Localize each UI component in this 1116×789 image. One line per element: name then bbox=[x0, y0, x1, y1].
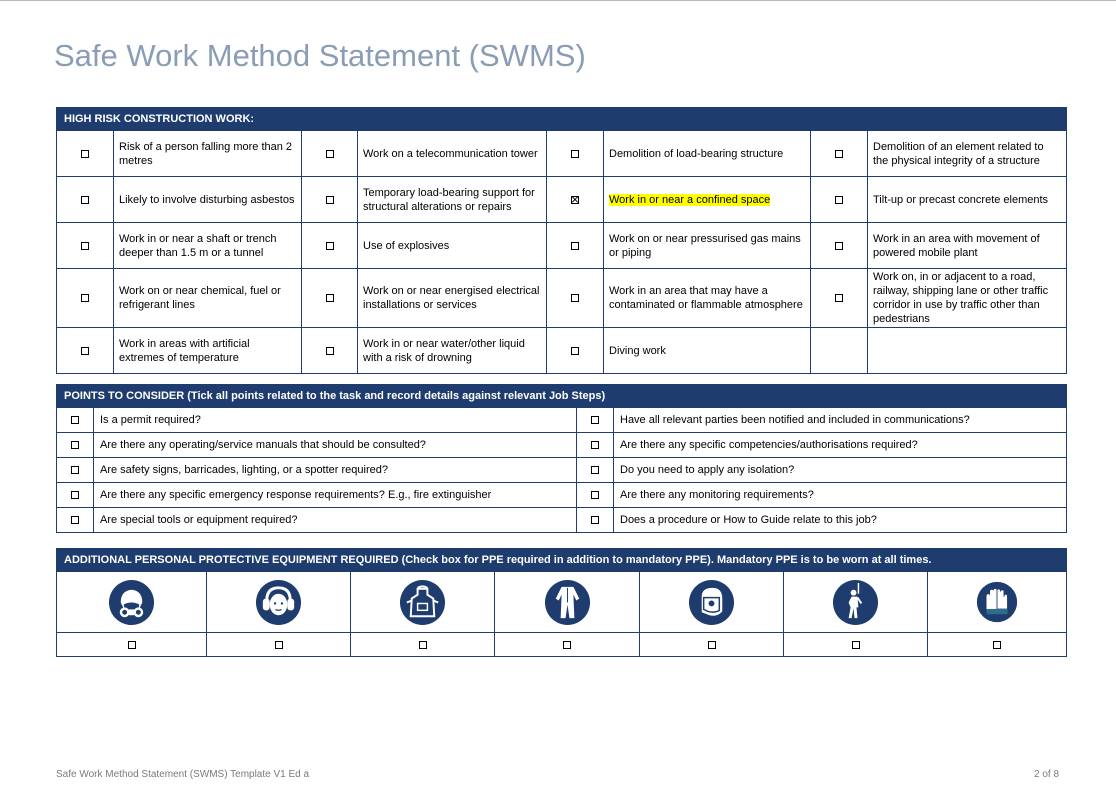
checkbox[interactable] bbox=[591, 466, 599, 474]
footer-page-number: 2 of 8 bbox=[1034, 769, 1060, 780]
high-risk-header: HIGH RISK CONSTRUCTION WORK: bbox=[57, 108, 1067, 131]
point-item: Are safety signs, barricades, lighting, or a spotter required? bbox=[94, 458, 577, 483]
empty-cell bbox=[868, 328, 1067, 374]
high-risk-item: Work on a telecommunication tower bbox=[358, 131, 547, 177]
checkbox[interactable] bbox=[81, 347, 89, 355]
checkbox[interactable] bbox=[81, 150, 89, 158]
high-risk-item: Likely to involve disturbing asbestos bbox=[114, 177, 302, 223]
point-item: Are there any specific emergency response requirements? E.g., fire extinguisher bbox=[94, 483, 577, 508]
high-risk-item: Use of explosives bbox=[358, 223, 547, 269]
checkbox[interactable] bbox=[591, 441, 599, 449]
checkbox[interactable] bbox=[71, 491, 79, 499]
checkbox[interactable] bbox=[835, 196, 843, 204]
checkbox[interactable] bbox=[852, 641, 860, 649]
checkbox[interactable] bbox=[81, 294, 89, 302]
points-header: POINTS TO CONSIDER (Tick all points related to the task and record details against relevant Job Steps) bbox=[57, 385, 1067, 408]
checkbox[interactable] bbox=[835, 242, 843, 250]
high-risk-work-table bbox=[56, 107, 1067, 374]
checkbox[interactable] bbox=[591, 416, 599, 424]
high-risk-item: Work in an area that may have a contaminated or flammable atmosphere bbox=[604, 269, 811, 328]
high-risk-item: Temporary load-bearing support for structural alterations or repairs bbox=[358, 177, 547, 223]
checkbox[interactable] bbox=[571, 150, 579, 158]
point-item: Are there any operating/service manuals that should be consulted? bbox=[94, 433, 577, 458]
checkbox[interactable] bbox=[835, 150, 843, 158]
checkbox[interactable] bbox=[275, 641, 283, 649]
checkbox[interactable] bbox=[326, 347, 334, 355]
ear-protection-icon bbox=[255, 579, 302, 626]
high-risk-item: Work in an area with movement of powered mobile plant bbox=[868, 223, 1067, 269]
checkbox[interactable] bbox=[563, 641, 571, 649]
high-risk-item: Demolition of an element related to the physical integrity of a structure bbox=[868, 131, 1067, 177]
points-to-consider-table bbox=[56, 384, 1067, 533]
safety-harness-icon bbox=[832, 579, 879, 626]
ppe-table bbox=[56, 548, 1067, 657]
point-item: Do you need to apply any isolation? bbox=[614, 458, 1067, 483]
checkbox[interactable] bbox=[571, 347, 579, 355]
high-risk-item: Work in areas with artificial extremes of temperature bbox=[114, 328, 302, 374]
checkbox[interactable] bbox=[71, 516, 79, 524]
checkbox[interactable] bbox=[71, 416, 79, 424]
high-risk-item: Work in or near a shaft or trench deeper than 1.5 m or a tunnel bbox=[114, 223, 302, 269]
point-item: Are there any monitoring requirements? bbox=[614, 483, 1067, 508]
high-risk-item: Work on or near energised electrical installations or services bbox=[358, 269, 547, 328]
gloves-icon bbox=[976, 581, 1018, 623]
checkbox[interactable] bbox=[81, 196, 89, 204]
checkbox[interactable] bbox=[571, 242, 579, 250]
checkbox[interactable] bbox=[571, 294, 579, 302]
point-item: Is a permit required? bbox=[94, 408, 577, 433]
checkbox[interactable] bbox=[591, 491, 599, 499]
checkbox[interactable] bbox=[326, 294, 334, 302]
point-item: Are special tools or equipment required? bbox=[94, 508, 577, 533]
apron-icon bbox=[399, 579, 446, 626]
page-top-border bbox=[0, 0, 1116, 1]
empty-cell bbox=[811, 328, 868, 374]
checkbox[interactable] bbox=[81, 242, 89, 250]
checkbox-checked[interactable] bbox=[571, 196, 579, 204]
protective-coverall-icon bbox=[544, 579, 591, 626]
respirator-icon bbox=[108, 579, 155, 626]
highlighted-text: Work in or near a confined space bbox=[609, 193, 771, 206]
checkbox[interactable] bbox=[708, 641, 716, 649]
high-risk-item bbox=[604, 177, 811, 223]
footer-document-name: Safe Work Method Statement (SWMS) Template V1 Ed a bbox=[56, 769, 310, 780]
page-title: Safe Work Method Statement (SWMS) bbox=[54, 38, 586, 73]
checkbox[interactable] bbox=[326, 150, 334, 158]
checkbox[interactable] bbox=[419, 641, 427, 649]
checkbox[interactable] bbox=[591, 516, 599, 524]
high-risk-item: Work on or near chemical, fuel or refrigerant lines bbox=[114, 269, 302, 328]
high-risk-item: Risk of a person falling more than 2 metres bbox=[114, 131, 302, 177]
high-risk-item: Diving work bbox=[604, 328, 811, 374]
checkbox[interactable] bbox=[326, 196, 334, 204]
high-risk-item: Work on, in or adjacent to a road, railway, shipping lane or other traffic corridor in use by traffic other than pedestrians bbox=[868, 269, 1067, 328]
high-risk-item: Work on or near pressurised gas mains or piping bbox=[604, 223, 811, 269]
checkbox[interactable] bbox=[71, 466, 79, 474]
face-shield-icon bbox=[688, 579, 735, 626]
ppe-header: ADDITIONAL PERSONAL PROTECTIVE EQUIPMENT REQUIRED (Check box for PPE required in addition to mandatory PPE). Mandatory PPE is to be worn at all times. bbox=[57, 549, 1067, 572]
point-item: Are there any specific competencies/authorisations required? bbox=[614, 433, 1067, 458]
checkbox[interactable] bbox=[835, 294, 843, 302]
checkbox[interactable] bbox=[128, 641, 136, 649]
point-item: Does a procedure or How to Guide relate to this job? bbox=[614, 508, 1067, 533]
high-risk-item: Work in or near water/other liquid with a risk of drowning bbox=[358, 328, 547, 374]
checkbox[interactable] bbox=[326, 242, 334, 250]
point-item: Have all relevant parties been notified and included in communications? bbox=[614, 408, 1067, 433]
high-risk-item: Demolition of load-bearing structure bbox=[604, 131, 811, 177]
checkbox[interactable] bbox=[71, 441, 79, 449]
high-risk-item: Tilt-up or precast concrete elements bbox=[868, 177, 1067, 223]
checkbox[interactable] bbox=[993, 641, 1001, 649]
